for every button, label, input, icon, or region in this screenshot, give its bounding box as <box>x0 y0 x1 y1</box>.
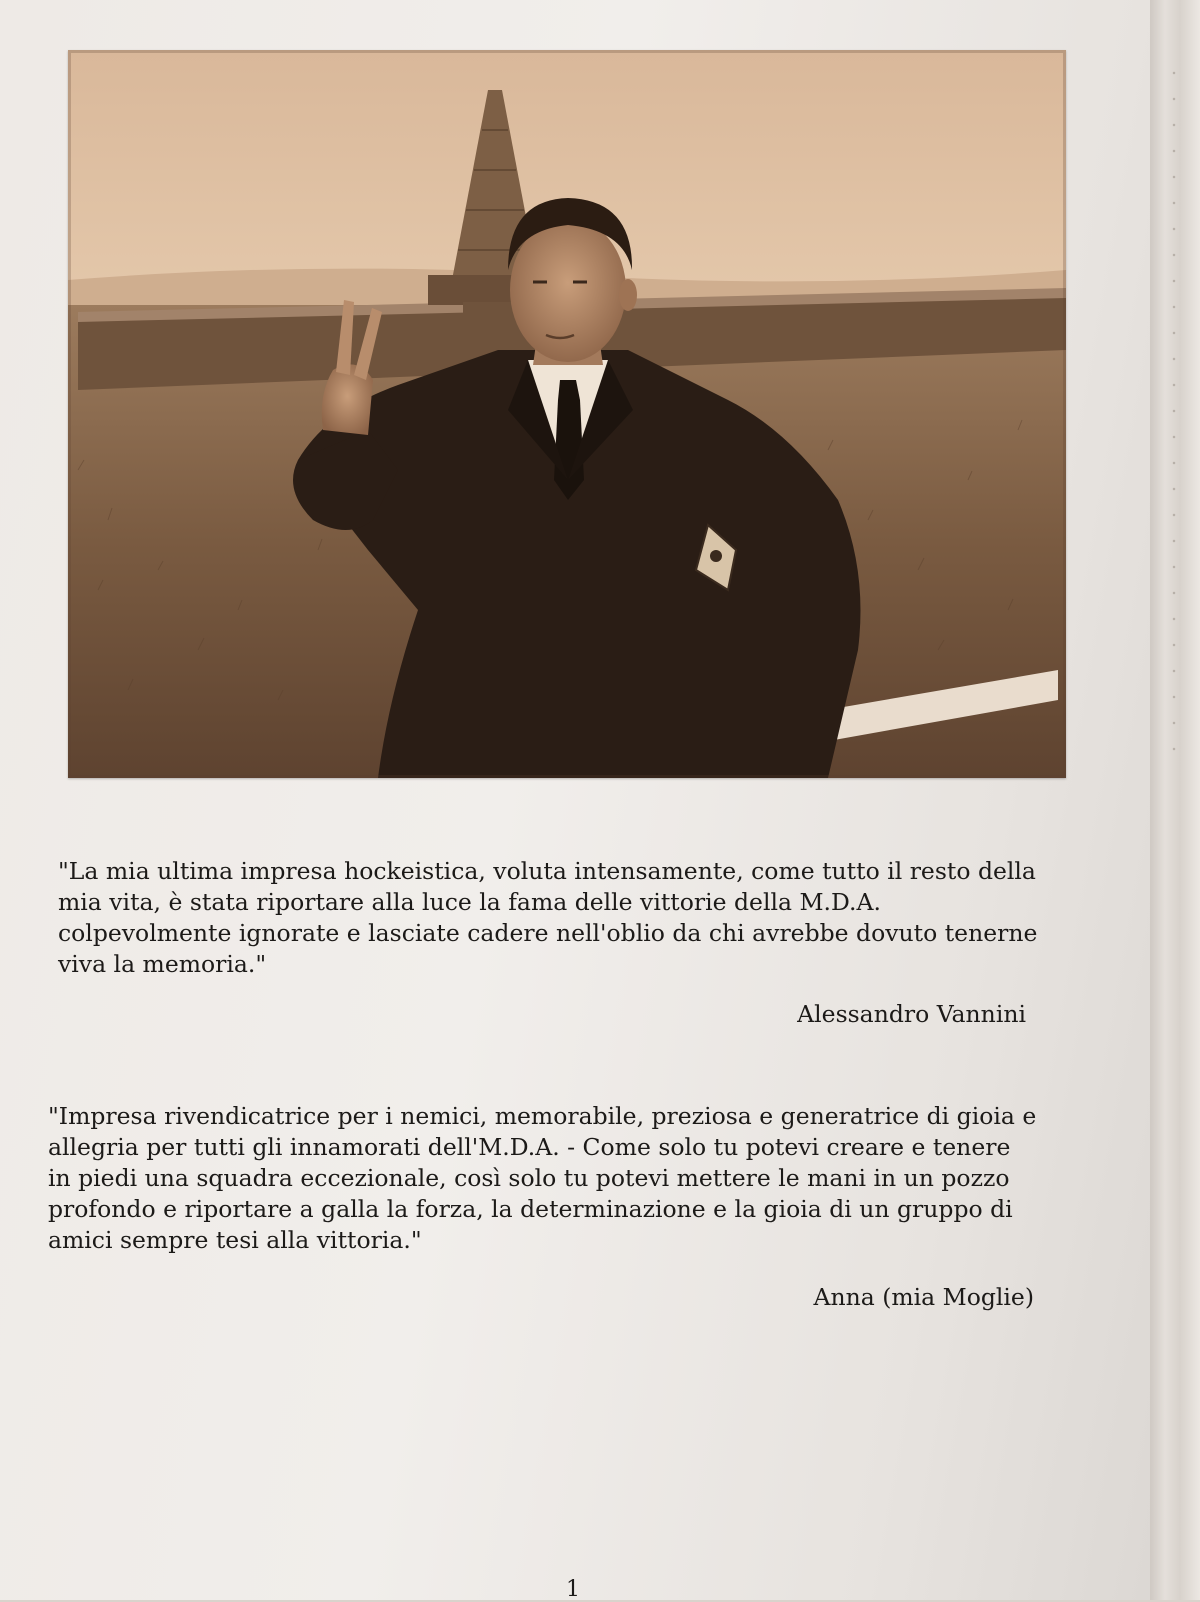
quote-author: Alessandro Vannini <box>797 1000 1026 1028</box>
dotted-paper-texture <box>1168 60 1180 760</box>
next-page-edge <box>1150 0 1200 1600</box>
portrait-photo <box>68 50 1066 778</box>
page-number: 1 <box>566 1577 580 1602</box>
quote-text: "Impresa rivendicatrice per i nemici, memorabile, preziosa e generatrice di gioia e allegria per tutti gli innamorati dell'M.D.A. - Come solo tu potevi creare e tenere in piedi una squadra eccezionale, così solo tu potevi mettere le mani in un pozzo profondo e riportare a galla la forza, la determinazione e la gioia di un gruppo di amici sempre tesi alla vittoria." <box>48 1102 1037 1254</box>
quote-author: Anna (mia Moglie) <box>813 1283 1034 1311</box>
sepia-portrait-photo-icon <box>68 50 1066 778</box>
quote-text: "La mia ultima impresa hockeistica, voluta intensamente, come tutto il resto della mia vita, è stata riportare alla luce la fama delle vittorie della M.D.A. colpevolmente ignorate e lasciate cadere nell'oblio da chi avrebbe dovuto tenerne viva la memoria." <box>58 857 1038 978</box>
